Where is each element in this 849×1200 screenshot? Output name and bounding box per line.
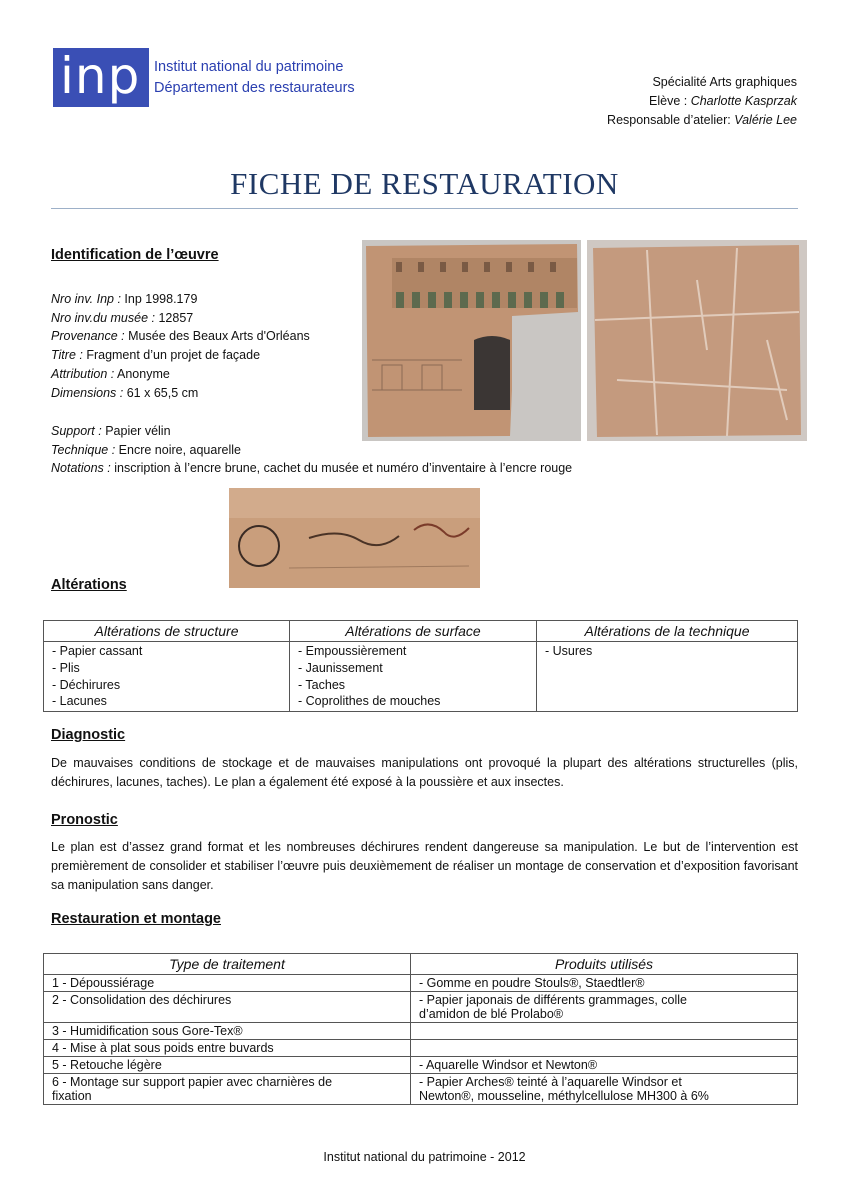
col-surface: Altérations de surface <box>290 621 537 642</box>
field-provenance: Provenance : Musée des Beaux Arts d'Orléans <box>51 329 310 344</box>
restauration-heading: Restauration et montage <box>51 911 221 927</box>
field-titre: Titre : Fragment d’un projet de façade <box>51 348 261 363</box>
table-row: 4 - Mise à plat sous poids entre buvards <box>44 1040 798 1057</box>
table-row: 3 - Humidification sous Gore-Tex® <box>44 1023 798 1040</box>
student-line: Elève : Charlotte Kasprzak <box>649 94 797 108</box>
field-inv-musee: Nro inv.du musée : 12857 <box>51 310 194 325</box>
structure-cell: - Papier cassant - Plis - Déchirures - Lacunes <box>44 642 290 712</box>
alterations-heading: Altérations <box>51 577 127 593</box>
col-technique: Altérations de la technique <box>537 621 798 642</box>
title-divider <box>51 208 798 209</box>
field-support: Support : Papier vélin <box>51 424 171 438</box>
artwork-photo-recto <box>362 240 581 441</box>
institution-line-2: Département des restaurateurs <box>154 80 355 96</box>
supervisor-line: Responsable d’atelier: Valérie Lee <box>607 113 797 127</box>
supervisor-name: Valérie Lee <box>734 113 797 127</box>
field-inv-inp: Nro inv. Inp : Inp 1998.179 <box>51 292 198 306</box>
table-row: 5 - Retouche légère - Aquarelle Windsor et Newton® <box>44 1057 798 1074</box>
diagnostic-text: De mauvaises conditions de stockage et de mauvaises manipulations ont provoqué la plupart des altérations structurelles (plis, déchirures, lacunes, taches). Le plan a également été exposé à la poussière et aux insectes. <box>51 756 798 789</box>
field-notations: Notations : inscription à l’encre brune, cachet du musée et numéro d’inventaire à l’encre rouge <box>51 461 573 476</box>
identification-fields <box>51 290 310 402</box>
field-technique: Technique : Encre noire, aquarelle <box>51 442 241 457</box>
inscription-detail-photo <box>229 488 480 588</box>
pronostic-heading: Pronostic <box>51 812 118 828</box>
artwork-photo-verso <box>587 240 807 441</box>
alterations-table <box>43 620 798 712</box>
table-row: 2 - Consolidation des déchirures - Papier japonais de différents grammages, colle d’amidon de blé Prolabo® <box>44 992 798 1023</box>
col-treatment: Type de traitement <box>44 954 411 975</box>
restauration-table <box>43 953 798 1105</box>
col-structure: Altérations de structure <box>44 621 290 642</box>
technique-cell: - Usures <box>537 642 798 712</box>
speciality: Spécialité Arts graphiques <box>652 75 797 89</box>
table-row: 1 - Dépoussiérage - Gomme en poudre Stouls®, Staedtler® <box>44 975 798 992</box>
surface-cell: - Empoussièrement - Jaunissement - Taches - Coprolithes de mouches <box>290 642 537 712</box>
table-row: 6 - Montage sur support papier avec charnières de fixation - Papier Arches® teinté à l’aquarelle Windsor et Newton®, mousseline, méthylcellulose MH300 à 6% <box>44 1074 798 1105</box>
author-info <box>607 73 797 130</box>
page-footer: Institut national du patrimoine - 2012 <box>323 1150 526 1164</box>
institution-name <box>154 57 355 99</box>
diagnostic-heading: Diagnostic <box>51 727 126 743</box>
field-attribution: Attribution : Anonyme <box>51 366 170 381</box>
field-dimensions: Dimensions : 61 x 65,5 cm <box>51 385 199 400</box>
inp-logo-text: inp <box>60 47 141 105</box>
institution-line-1: Institut national du patrimoine <box>154 59 344 75</box>
col-products: Produits utilisés <box>411 954 798 975</box>
pronostic-text: Le plan est d’assez grand format et les nombreuses déchirures rendent dangereuse sa manipulation. Le but de l’intervention est premièrement de consolider et stabiliser l’œuvre puis deuxièmement de réaliser un montage de conservation et d’exposition favorisant sa manipulation sans danger. <box>51 840 798 892</box>
student-name: Charlotte Kasprzak <box>690 94 797 108</box>
page-title: FICHE DE RESTAURATION <box>230 166 619 201</box>
identification-heading: Identification de l’œuvre <box>51 247 219 263</box>
